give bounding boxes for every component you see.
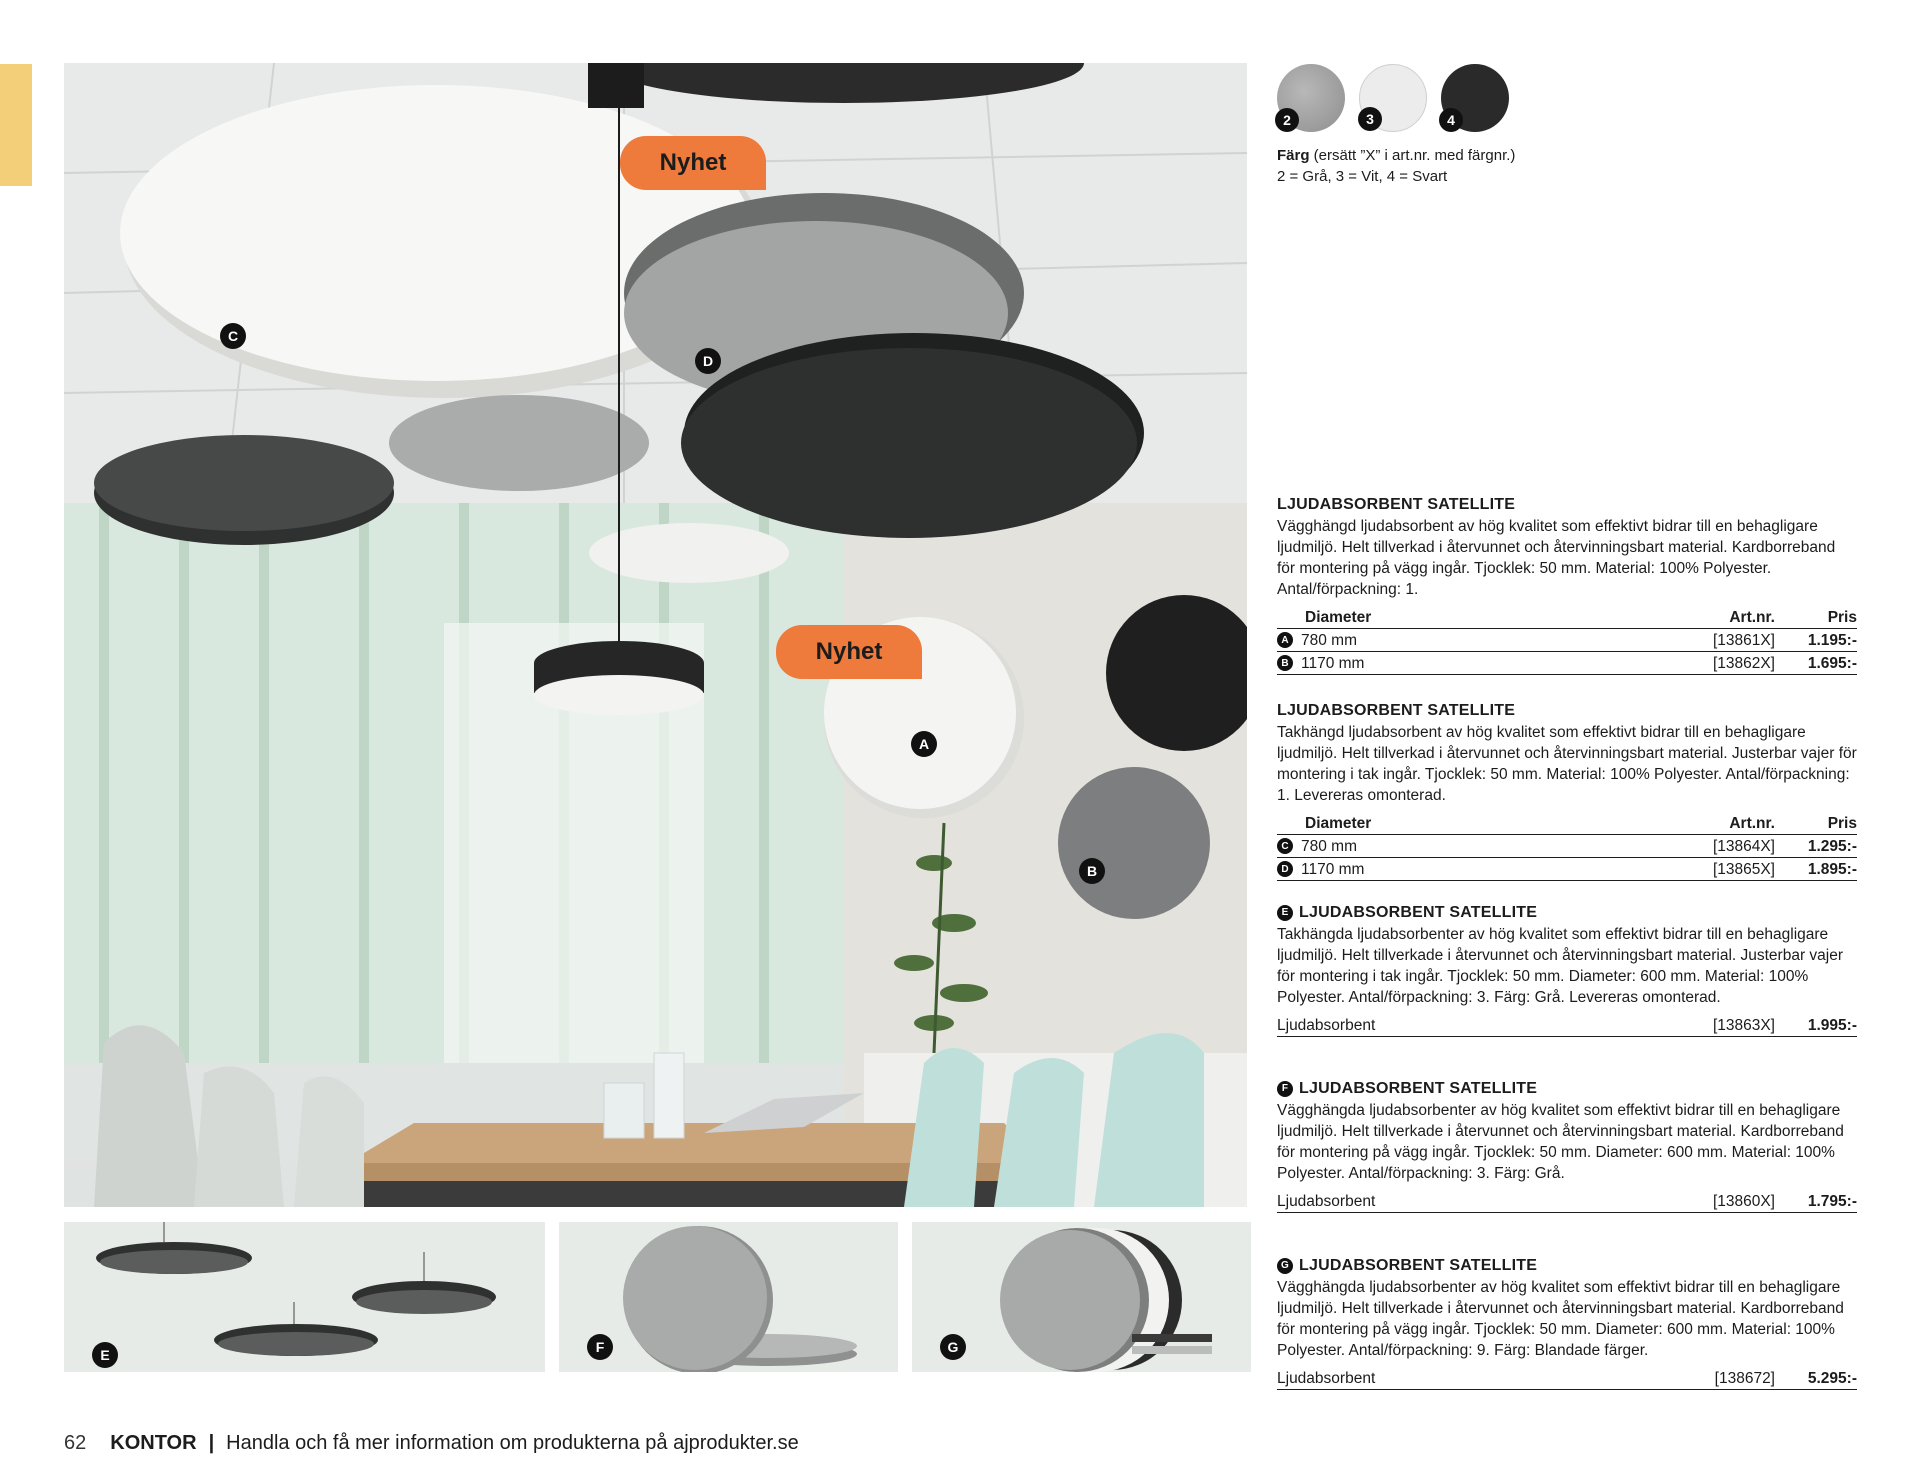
variant-price: 1.695:- bbox=[1807, 654, 1857, 672]
variant-price: 1.195:- bbox=[1807, 631, 1857, 649]
variant-price: 1.895:- bbox=[1807, 860, 1857, 878]
variant-size: 1170 mm bbox=[1301, 654, 1365, 672]
swatch-number: 2 bbox=[1275, 108, 1299, 132]
product-title-row bbox=[1277, 1255, 1857, 1276]
product-ceiling-satellite bbox=[1277, 700, 1857, 881]
row-name: Ljudabsorbent bbox=[1277, 1192, 1376, 1210]
table-row bbox=[1277, 1014, 1857, 1037]
product-title: LJUDABSORBENT SATELLITE bbox=[1299, 1257, 1538, 1274]
photo-illustration bbox=[64, 63, 1247, 1207]
variant-artnr: [13865X] bbox=[1712, 860, 1775, 878]
product-letter: E bbox=[1277, 905, 1293, 921]
table-row bbox=[1277, 652, 1857, 675]
color-instruction: (ersätt ”X” i art.nr. med färgnr.) bbox=[1309, 147, 1516, 164]
variant-artnr: [13862X] bbox=[1712, 654, 1775, 672]
price-table bbox=[1277, 1190, 1857, 1213]
new-badge: Nyhet bbox=[776, 625, 922, 679]
col-price: Pris bbox=[1827, 608, 1857, 626]
marker-g: G bbox=[940, 1334, 966, 1360]
swatch-grey bbox=[1277, 64, 1345, 132]
table-header bbox=[1277, 812, 1857, 835]
swatch-number: 3 bbox=[1358, 107, 1382, 131]
row-artnr: [138672] bbox=[1714, 1369, 1775, 1387]
product-title: LJUDABSORBENT SATELLITE bbox=[1299, 1080, 1538, 1097]
row-artnr: [13863X] bbox=[1712, 1016, 1775, 1034]
product-title: LJUDABSORBENT SATELLITE bbox=[1277, 702, 1516, 719]
table-row bbox=[1277, 629, 1857, 652]
col-artnr: Art.nr. bbox=[1729, 608, 1775, 626]
product-wall-satellite bbox=[1277, 494, 1857, 675]
product-f bbox=[1277, 1078, 1857, 1213]
thumbnail-f bbox=[559, 1222, 898, 1372]
variant-letter: B bbox=[1277, 655, 1293, 671]
product-title-row bbox=[1277, 902, 1857, 923]
price-table bbox=[1277, 606, 1857, 675]
price-table bbox=[1277, 812, 1857, 881]
variant-artnr: [13861X] bbox=[1712, 631, 1775, 649]
col-diameter: Diameter bbox=[1305, 814, 1372, 832]
price-table bbox=[1277, 1367, 1857, 1390]
variant-size: 780 mm bbox=[1301, 631, 1357, 649]
table-row bbox=[1277, 1190, 1857, 1213]
product-description: Vägghängda ljudabsorbenter av hög kvalitet som effektivt bidrar till en behagligare ljudmiljö. Helt tillverkade i återvunnet och återvinningsbart material. Kardborreband för montering på vägg ingår. Tjocklek: 50 mm. Diameter: 600 mm. Material: 100% Polyester. Antal/förpackning: 3. Färg: Grå. bbox=[1277, 1102, 1844, 1182]
color-mapping: 2 = Grå, 3 = Vit, 4 = Svart bbox=[1277, 168, 1448, 185]
table-header bbox=[1277, 606, 1857, 629]
row-artnr: [13860X] bbox=[1712, 1192, 1775, 1210]
swatch-white bbox=[1359, 64, 1427, 132]
variant-letter: D bbox=[1277, 861, 1293, 877]
marker-b: B bbox=[1079, 858, 1105, 884]
color-label: Färg bbox=[1277, 147, 1310, 164]
variant-size: 780 mm bbox=[1301, 837, 1357, 855]
table-row bbox=[1277, 858, 1857, 881]
thumbnail-g bbox=[912, 1222, 1251, 1372]
section-name: KONTOR bbox=[110, 1432, 197, 1454]
swatch-black bbox=[1441, 64, 1509, 132]
page-number: 62 bbox=[64, 1432, 87, 1454]
marker-a: A bbox=[911, 731, 937, 757]
product-description: Vägghängd ljudabsorbent av hög kvalitet som effektivt bidrar till en behagligare ljudmiljö. Helt tillverkad i återvunnet och återvinningsbart material. Kardborreband för montering på vägg ingår. Tjocklek: 50 mm. Material: 100% Polyester. Antal/förpackning: 1. bbox=[1277, 518, 1836, 598]
page-footer bbox=[64, 1432, 799, 1455]
product-title-row bbox=[1277, 1078, 1857, 1099]
product-letter: G bbox=[1277, 1258, 1293, 1274]
product-description: Vägghängda ljudabsorbenter av hög kvalitet som effektivt bidrar till en behagligare ljudmiljö. Helt tillverkade i återvunnet och återvinningsbart material. Kardborreband för montering på vägg ingår. Tjocklek: 50 mm. Diameter: 600 mm. Material: 100% Polyester. Antal/förpackning: 9. Färg: Blandade färger. bbox=[1277, 1279, 1844, 1359]
table-row bbox=[1277, 1367, 1857, 1390]
price-table bbox=[1277, 1014, 1857, 1037]
product-title: LJUDABSORBENT SATELLITE bbox=[1299, 904, 1538, 921]
variant-price: 1.295:- bbox=[1807, 837, 1857, 855]
ceiling-panels-illustration bbox=[64, 1222, 545, 1372]
product-letter: F bbox=[1277, 1081, 1293, 1097]
new-badge: Nyhet bbox=[620, 136, 766, 190]
marker-c: C bbox=[220, 323, 246, 349]
marker-f: F bbox=[587, 1334, 613, 1360]
product-description: Takhängd ljudabsorbent av hög kvalitet som effektivt bidrar till en behagligare ljudmiljö. Helt tillverkad i återvunnet och återvinningsbart material. Justerbar vajer för montering i tak ingår. Tjocklek: 50 mm. Material: 100% Polyester. Antal/förpackning: 1. Levereras omonterad. bbox=[1277, 724, 1857, 804]
variant-artnr: [13864X] bbox=[1712, 837, 1775, 855]
product-photo bbox=[64, 63, 1247, 1207]
variant-letter: A bbox=[1277, 632, 1293, 648]
col-diameter: Diameter bbox=[1305, 608, 1372, 626]
thumbnail-e bbox=[64, 1222, 545, 1372]
color-swatches bbox=[1277, 64, 1527, 134]
variant-letter: C bbox=[1277, 838, 1293, 854]
table-row bbox=[1277, 835, 1857, 858]
color-legend bbox=[1277, 145, 1617, 187]
swatch-number: 4 bbox=[1439, 108, 1463, 132]
col-price: Pris bbox=[1827, 814, 1857, 832]
product-description: Takhängda ljudabsorbenter av hög kvalitet som effektivt bidrar till en behagligare ljudmiljö. Helt tillverkade i återvunnet och återvinningsbart material. Justerbar vajer för montering i tak ingår. Tjocklek: 50 mm. Diameter: 600 mm. Material: 100% Polyester. Antal/förpackning: 3. Färg: Grå. Levereras omonterad. bbox=[1277, 926, 1844, 1006]
row-name: Ljudabsorbent bbox=[1277, 1016, 1376, 1034]
variant-size: 1170 mm bbox=[1301, 860, 1365, 878]
section-tab bbox=[0, 64, 32, 186]
footer-link-text[interactable]: Handla och få mer information om produkterna på ajprodukter.se bbox=[226, 1432, 799, 1454]
product-title: LJUDABSORBENT SATELLITE bbox=[1277, 496, 1516, 513]
row-price: 5.295:- bbox=[1807, 1369, 1857, 1387]
row-price: 1.795:- bbox=[1807, 1192, 1857, 1210]
col-artnr: Art.nr. bbox=[1729, 814, 1775, 832]
product-e bbox=[1277, 902, 1857, 1037]
marker-d: D bbox=[695, 348, 721, 374]
marker-e: E bbox=[92, 1342, 118, 1368]
product-g bbox=[1277, 1255, 1857, 1390]
footer-separator: | bbox=[208, 1432, 215, 1454]
row-name: Ljudabsorbent bbox=[1277, 1369, 1376, 1387]
row-price: 1.995:- bbox=[1807, 1016, 1857, 1034]
